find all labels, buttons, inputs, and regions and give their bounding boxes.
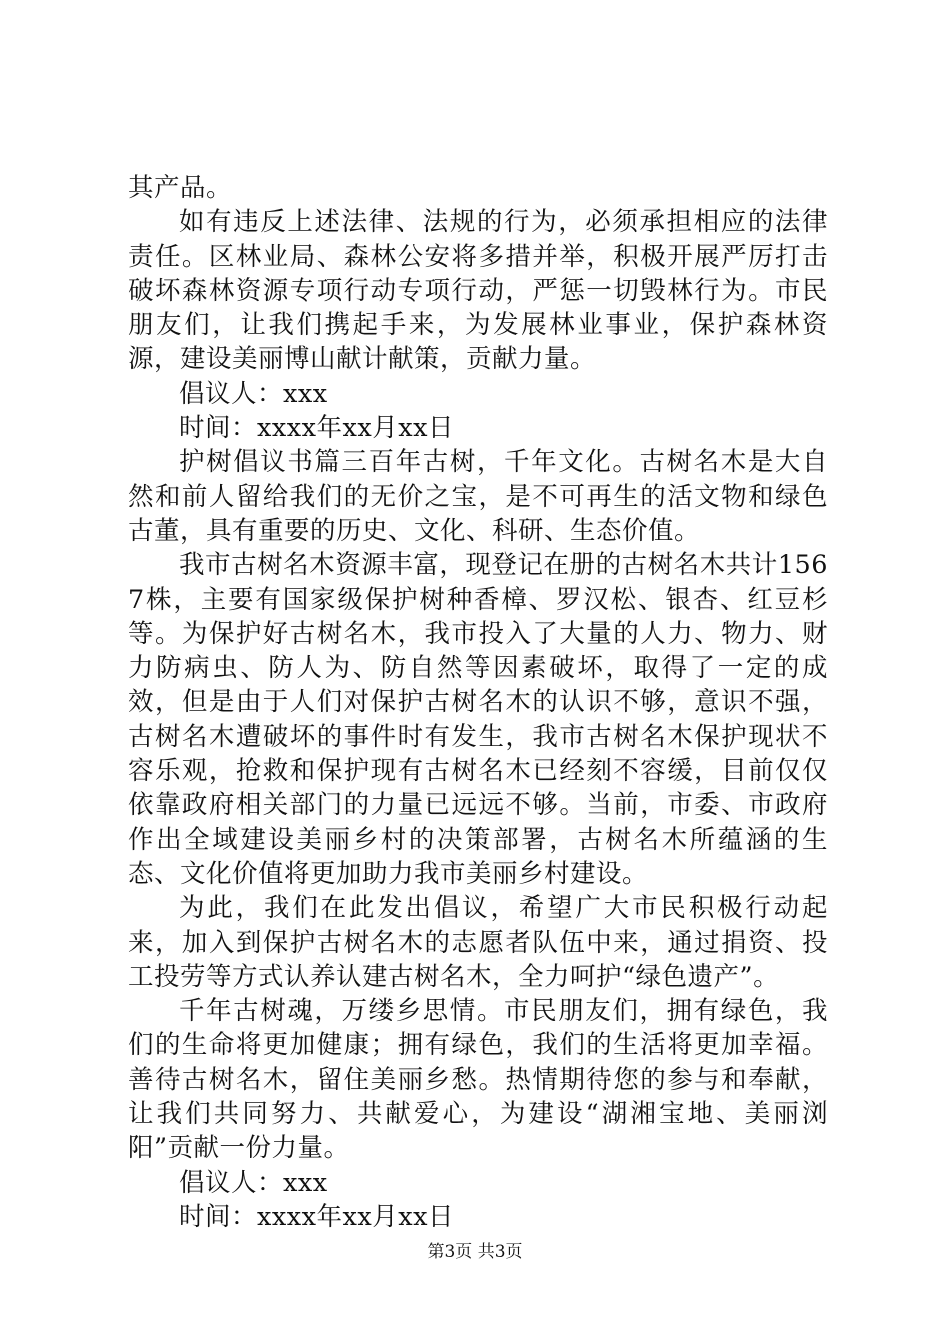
paragraph: 为此，我们在此发出倡议，希望广大市民积极行动起来，加入到保护古树名木的志愿者队伍中来，通过捐资、投工投劳等方式认养认建古树名木，全力呵护“绿色遗产”。: [128, 893, 828, 992]
page-footer: 第3页 共3页: [427, 1242, 523, 1262]
paragraph: 千年古树魂，万缕乡思情。市民朋友们，拥有绿色，我们的生命将更加健康；拥有绿色，我们的生活将更加幸福。善待古树名木，留住美丽乡愁。热情期待您的参与和奉献，让我们共同努力、共献爱心，为建设“湖湘宝地、美丽浏阳”贡献一份力量。: [128, 996, 828, 1164]
signature-line: 倡议人：xxx: [179, 378, 328, 409]
paragraph: 其产品。: [128, 173, 233, 203]
paragraph: 护树倡议书篇三百年古树，千年文化。古树名木是大自然和前人留给我们的无价之宝，是不可再生的活文物和绿色古董，具有重要的历史、文化、科研、生态价值。: [128, 447, 828, 546]
paragraph: 如有违反上述法律、法规的行为，必须承担相应的法律责任。区林业局、森林公安将多措并举，积极开展严厉打击破坏森林资源专项行动专项行动，严惩一切毁林行为。市民朋友们，让我们携起手来，为发展林业事业，保护森林资源，建设美丽博山献计献策，贡献力量。: [128, 207, 828, 375]
date-line: 时间：xxxx年xx月xx日: [179, 413, 455, 444]
date-line: 时间：xxxx年xx月xx日: [179, 1201, 455, 1232]
signature-line: 倡议人：xxx: [179, 1167, 328, 1198]
paragraph: 我市古树名木资源丰富，现登记在册的古树名木共计1567株，主要有国家级保护树种香樟、罗汉松、银杏、红豆杉等。为保护好古树名木，我市投入了大量的人力、物力、财力防病虫、防人为、防自然等因素破坏，取得了一定的成效，但是由于人们对保护古树名木的认识不够，意识不强，古树名木遭破坏的事件时有发生，我市古树名木保护现状不容乐观，抢救和保护现有古树名木已经刻不容缓，目前仅仅依靠政府相关部门的力量已远远不够。当前，市委、市政府作出全域建设美丽乡村的决策部署，古树名木所蕴涵的生态、文化价值将更加助力我市美丽乡村建设。: [128, 550, 828, 889]
document-body: [128, 171, 828, 1234]
